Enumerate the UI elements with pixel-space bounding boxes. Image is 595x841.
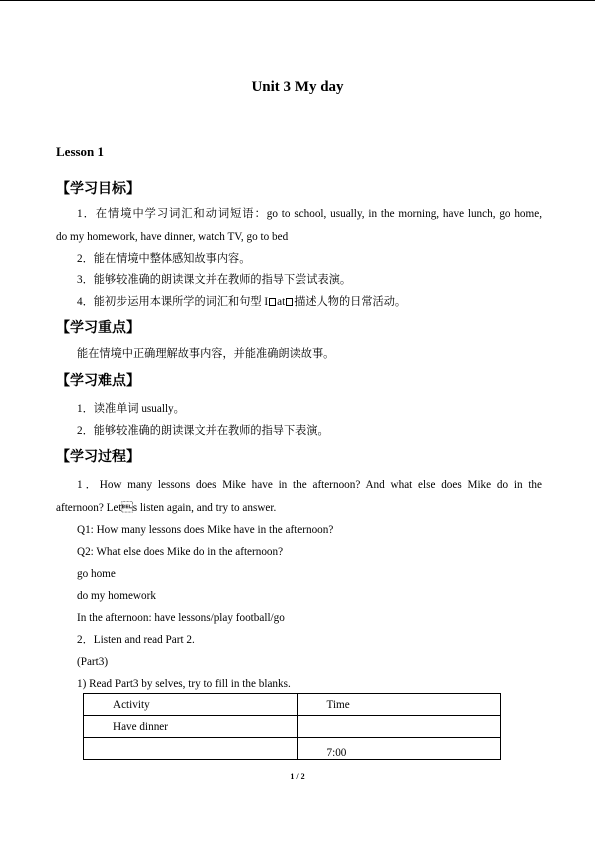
activity-time-table bbox=[83, 693, 501, 760]
objective-item-1-line-2: do my homework, have dinner, watch TV, go to bed bbox=[56, 231, 289, 243]
answer-line-3: In the afternoon: have lessons/play football/go bbox=[77, 612, 285, 624]
table-row bbox=[84, 738, 501, 760]
table-header-row bbox=[84, 694, 501, 716]
section-header-process: 【学习过程】 bbox=[56, 449, 140, 465]
section-header-objectives: 【学习目标】 bbox=[56, 181, 140, 197]
answer-line-2: do my homework bbox=[77, 590, 156, 602]
objective-item-1-line-1: 1．在情境中学习词汇和动词短语：go to school, usually, in the morning, have lunch, go home, bbox=[77, 208, 542, 220]
key-points-text: 能在情境中正确理解故事内容，并能准确朗读故事。 bbox=[77, 348, 335, 360]
objective-item-4-part-2: at bbox=[277, 296, 286, 308]
page-number: 1 / 2 bbox=[290, 772, 305, 781]
missing-glyph-box bbox=[286, 298, 293, 306]
top-rule bbox=[0, 0, 595, 1]
table-cell: Have dinner bbox=[84, 716, 298, 738]
table-cell bbox=[84, 738, 298, 760]
fill-instruction: 1) Read Part3 by selves, try to fill in the blanks. bbox=[77, 678, 291, 690]
question-2: Q2: What else does Mike do in the afternoon? bbox=[77, 546, 284, 558]
page-title: Unit 3 My day bbox=[251, 79, 344, 95]
table-cell bbox=[297, 716, 501, 738]
objective-item-3: 3．能够较准确的朗读课文并在教师的指导下尝试表演。 bbox=[77, 274, 352, 286]
table-cell: 7:00 bbox=[297, 738, 501, 760]
section-header-difficulties: 【学习难点】 bbox=[56, 373, 140, 389]
objective-item-4-part-1: 4．能初步运用本课所学的词汇和句型 I bbox=[77, 296, 269, 308]
question-1: Q1: How many lessons does Mike have in the afternoon? bbox=[77, 524, 334, 536]
missing-glyph-box bbox=[269, 298, 276, 306]
process-item-2: 2．Listen and read Part 2. bbox=[77, 634, 195, 646]
difficulty-item-2: 2．能够较准确的朗读课文并在教师的指导下表演。 bbox=[77, 425, 329, 437]
table-header-time: Time bbox=[297, 694, 501, 716]
objective-item-4-part-3: 描述人物的日常活动。 bbox=[294, 296, 407, 308]
objective-item-4 bbox=[77, 295, 406, 309]
objective-item-2: 2．能在情境中整体感知故事内容。 bbox=[77, 253, 251, 265]
section-header-key-points: 【学习重点】 bbox=[56, 320, 140, 336]
lesson-heading: Lesson 1 bbox=[56, 144, 105, 159]
part3-label: (Part3) bbox=[77, 656, 109, 668]
difficulty-item-1: 1．读准单词 usually。 bbox=[77, 403, 185, 415]
table-header-activity: Activity bbox=[84, 694, 298, 716]
answer-line-1: go home bbox=[77, 568, 116, 580]
process-item-1-line-1: 1．How many lessons does Mike have in the afternoon? And what else does Mike do in the bbox=[77, 479, 542, 491]
process-item-1-line-2: afternoon? Lets listen again, and try to answer. bbox=[56, 502, 277, 514]
table-row bbox=[84, 716, 501, 738]
